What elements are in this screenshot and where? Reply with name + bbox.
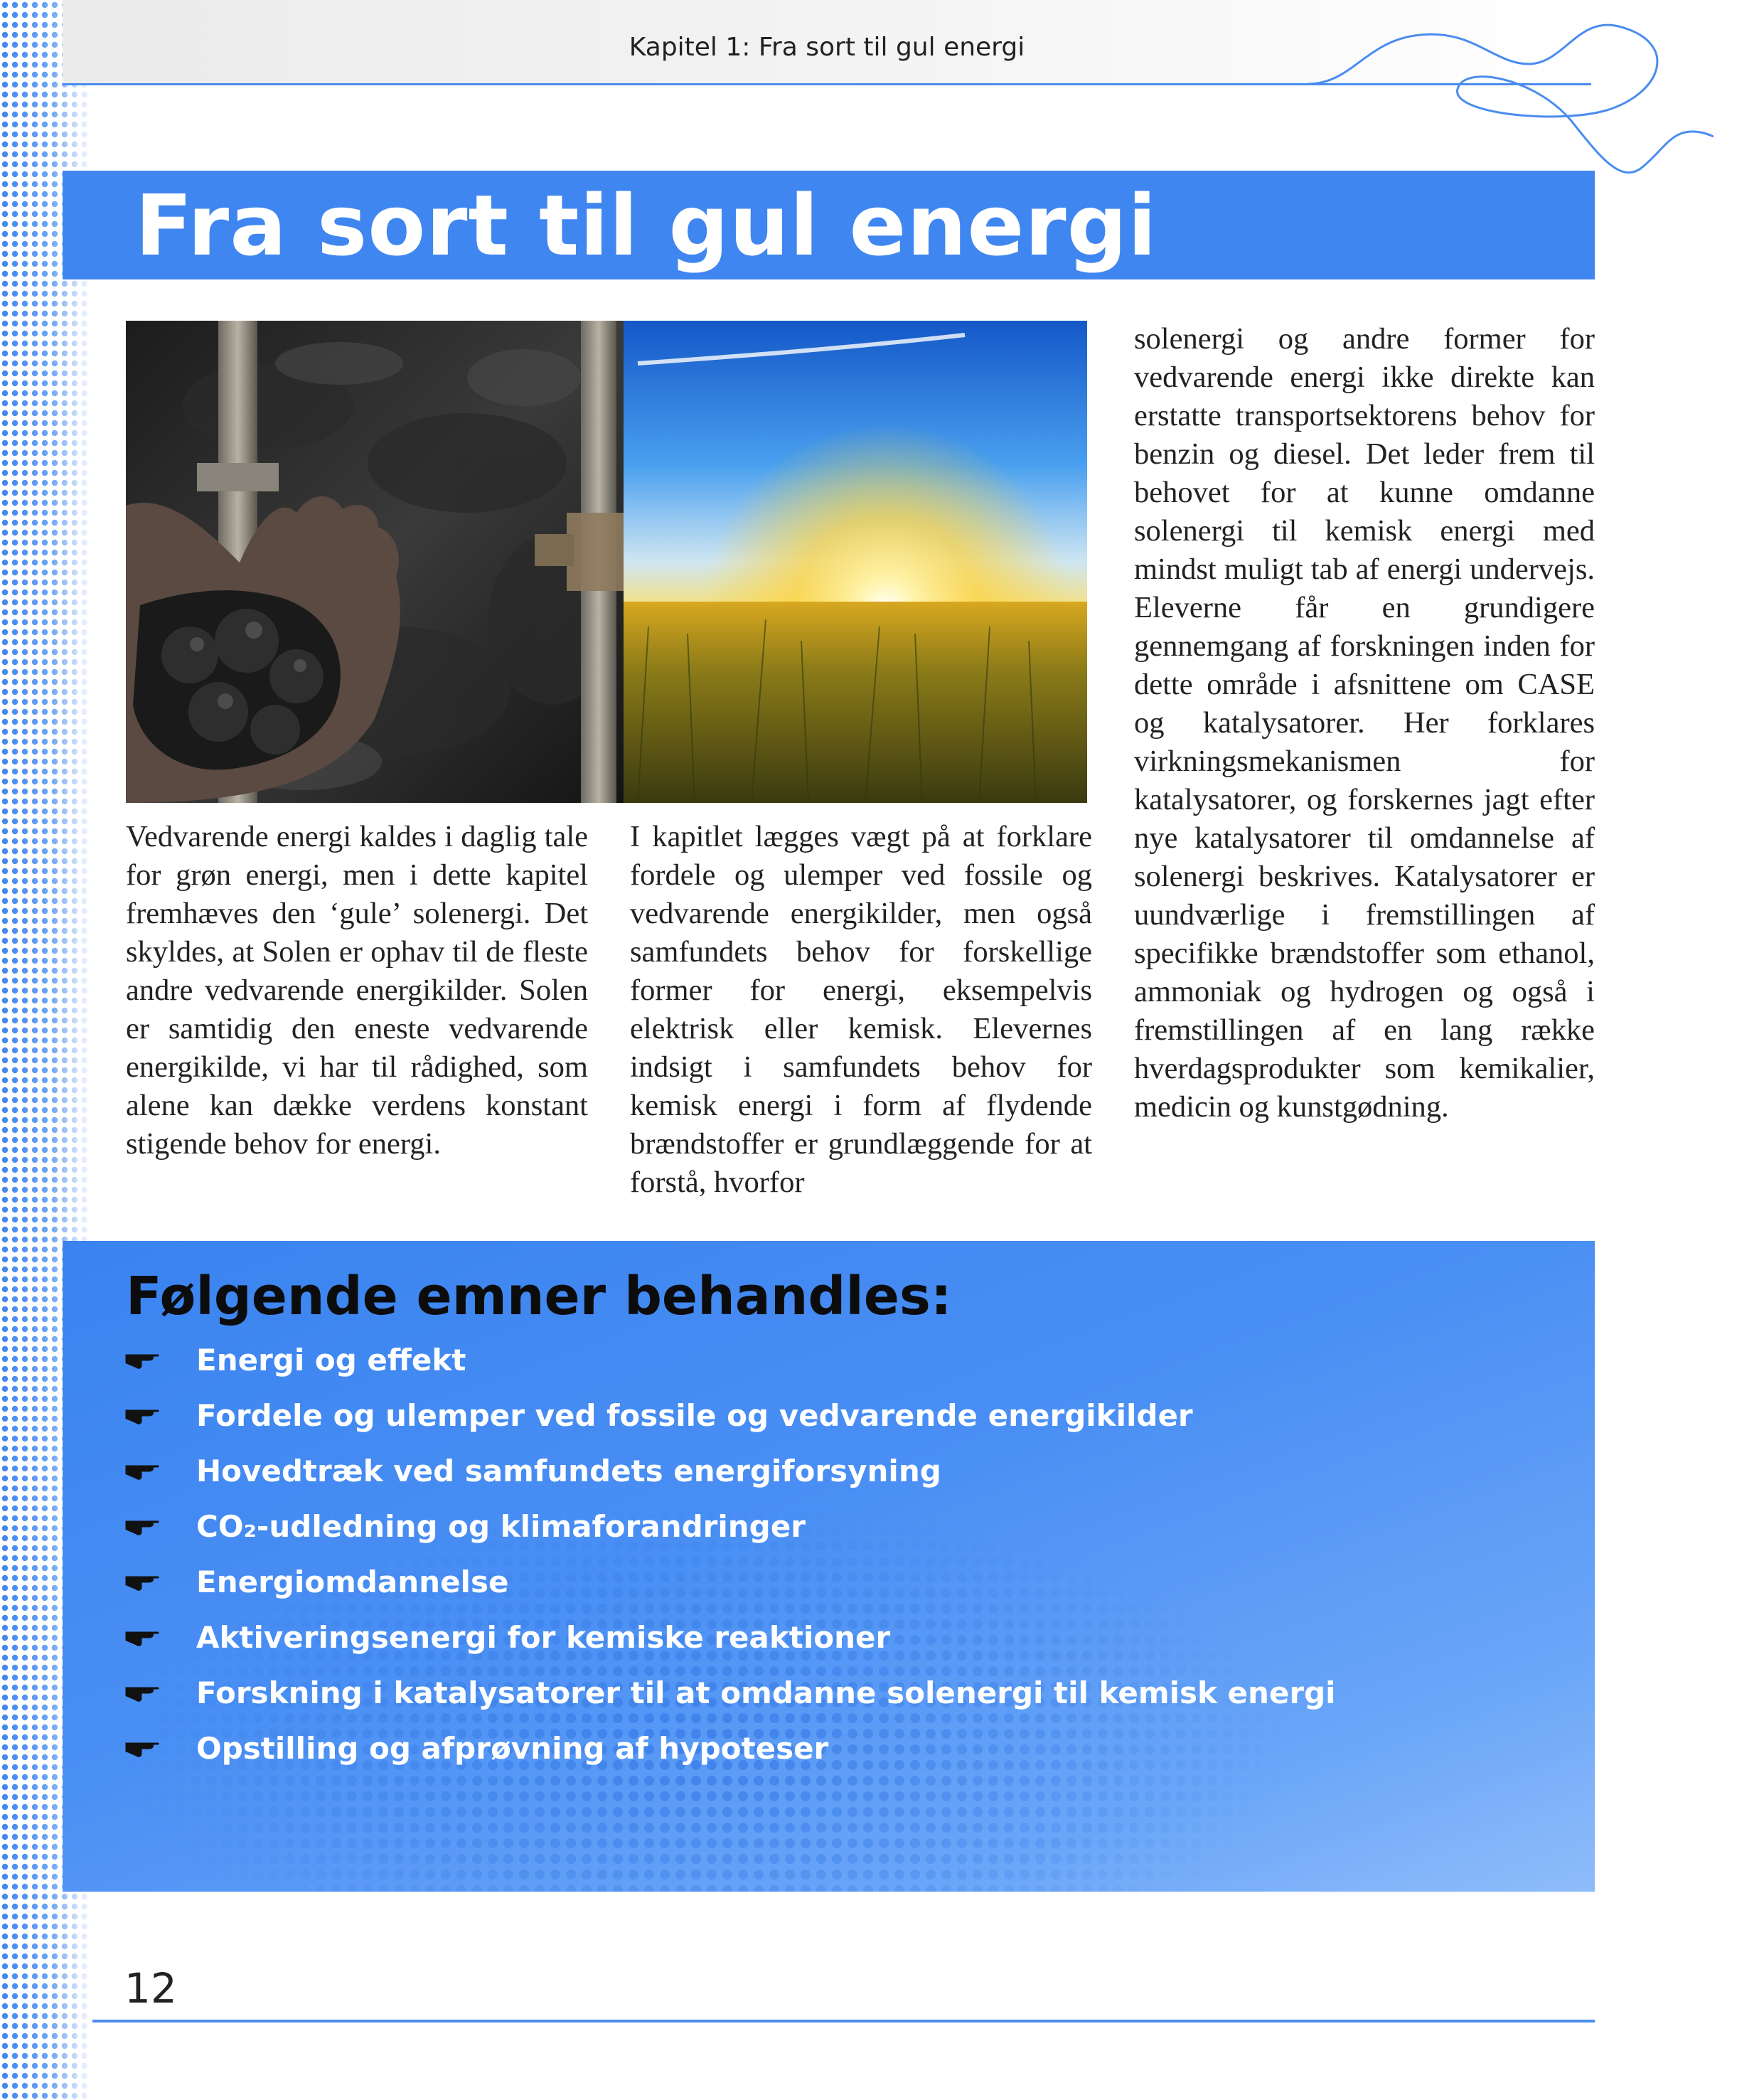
pointing-hand-icon: [125, 1455, 161, 1483]
page-number: 12: [124, 1964, 177, 2013]
topic-label: Hovedtræk ved samfundets energiforsyning: [196, 1454, 941, 1488]
topics-box: [63, 1241, 1595, 1892]
topic-label: CO₂-udledning og klimaforandringer: [196, 1509, 806, 1544]
topic-label: Energiomdannelse: [196, 1565, 509, 1599]
pointing-hand-icon: [125, 1732, 161, 1761]
pointing-hand-icon: [125, 1510, 161, 1539]
topic-label: Opstilling og afprøvning af hypoteser: [196, 1731, 829, 1766]
chapter-header-title: Kapitel 1: Fra sort til gul energi: [629, 33, 1025, 62]
title-band: [63, 171, 1595, 279]
squiggle-line-decoration: [1308, 14, 1714, 178]
footer-rule: [92, 2020, 1595, 2022]
body-text-column-1: Vedvarende energi kaldes i daglig tale for grøn energi, men i dette kapitel fremhæves den ‘gule’ solenergi. Det skyldes, at Solen er ophav til de fleste andre vedvarende energikilder. Solen er samtidig den eneste vedvarende energikilde, vi har til rådighed, som alene kan dække verdens konstant stigende behov for energi.: [126, 820, 588, 1161]
topics-heading: Følgende emner behandles:: [126, 1266, 952, 1327]
pointing-hand-icon: [125, 1344, 161, 1373]
topic-label: Aktiveringsenergi for kemiske reaktioner: [196, 1620, 891, 1655]
pointing-hand-icon: [125, 1400, 161, 1428]
pointing-hand-icon: [125, 1621, 161, 1650]
topic-label: Energi og effekt: [196, 1343, 466, 1377]
body-text-column-2: I kapitlet lægges vægt på at forklare fordele og ulemper ved fossile og vedvarende energikilder, men også samfundets behov for forskellige former for energi, eksempelvis elektrisk eller kemisk. Elevernes indsigt i samfundets behov for kemisk energi i form af flydende brændstoffer er grundlæggende for at forstå, hvorfor: [630, 820, 1092, 1199]
pointing-hand-icon: [125, 1677, 161, 1705]
topic-label: Forskning i katalysatorer til at omdanne solenergi til kemisk energi: [196, 1675, 1336, 1710]
pointing-hand-icon: [125, 1566, 161, 1594]
body-text-column-3: solenergi og andre former for vedvarende energi ikke direkte kan erstatte transportsektorens behov for benzin og diesel. Det leder frem til behovet for at kunne omdanne solenergi til kemisk energi med mindst muligt tab af energi undervejs. Eleverne får en grundigere gennemgang af forskningen inden for dette område i afsnittene om CASE og katalysatorer. Her forklares virkningsmekanismen for katalysatorer, og forskernes jagt efter nye katalysatorer til omdannelse af solenergi beskrives. Katalysatorer er uundværlige i fremstillingen af specifikke brændstoffer som ethanol, ammoniak og hydrogen og også i fremstillingen af en lang række hverdagsprodukter som kemikalier, medicin og kunstgødning.: [1134, 322, 1595, 1124]
topic-label: Fordele og ulemper ved fossile og vedvarende energikilder: [196, 1398, 1193, 1433]
page-title: Fra sort til gul energi: [135, 176, 1158, 275]
coal-hand-and-sunrise-photo: [126, 321, 1087, 803]
